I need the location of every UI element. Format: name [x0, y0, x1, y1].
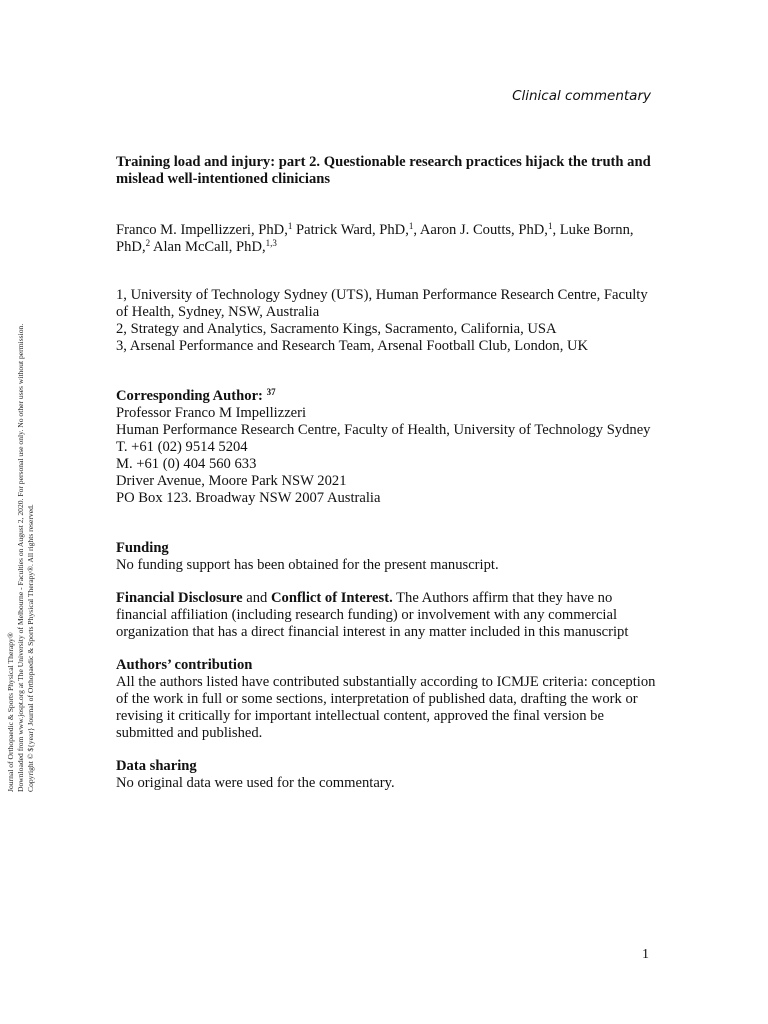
- data-sharing-text: No original data were used for the commentary.: [116, 775, 395, 791]
- copyright-sidebar: [6, 262, 50, 792]
- corresponding-heading: Corresponding Author:: [116, 388, 263, 404]
- sidebar-text-block: [6, 262, 50, 792]
- author-affiliation-sup: 1,3: [265, 238, 277, 248]
- manuscript-body: [116, 154, 656, 792]
- data-sharing-heading: Data sharing: [116, 758, 197, 774]
- disclosure-joiner: and: [242, 590, 271, 606]
- author-list: [116, 222, 656, 256]
- author-coutts: , Aaron J. Coutts, PhD,: [413, 222, 548, 238]
- corresponding-institution: Human Performance Research Centre, Faculty of Health, University of Technology Sydney: [116, 422, 651, 438]
- author-affiliation-sup: 2: [145, 238, 151, 248]
- article-title: Training load and injury: part 2. Questionable research practices hijack the truth and mislead well-intentioned clinicians: [116, 154, 651, 187]
- author-bornn: , Luke Bornn, PhD,: [116, 222, 634, 255]
- financial-disclosure-heading: Financial Disclosure: [116, 590, 243, 606]
- author-ward: Patrick Ward, PhD,: [292, 222, 409, 238]
- affiliation-3: 3, Arsenal Performance and Research Team, Arsenal Football Club, London, UK: [116, 338, 589, 354]
- sidebar-copyright-line: Copyright © ${year} Journal of Orthopaedic & Sports Physical Therapy®. All rights reserved.: [25, 504, 35, 792]
- author-affiliation-sup: 1: [547, 221, 553, 231]
- author-mccall: Alan McCall, PhD,: [150, 239, 266, 255]
- author-impellizzeri: Franco M. Impellizzeri, PhD,: [116, 222, 288, 238]
- page-number: 1: [642, 947, 649, 962]
- corresponding-street: Driver Avenue, Moore Park NSW 2021: [116, 473, 347, 489]
- disclosure-section: [116, 590, 656, 641]
- sidebar-journal-line: Journal of Orthopaedic & Sports Physical Therapy®: [6, 632, 15, 792]
- funding-text: No funding support has been obtained for the present manuscript.: [116, 557, 499, 573]
- funding-section: [116, 540, 656, 574]
- corresponding-pobox: PO Box 123. Broadway NSW 2007 Australia: [116, 490, 381, 506]
- corresponding-heading-sup: 37: [266, 387, 276, 397]
- author-contribution-section: [116, 657, 656, 742]
- article-type-label: Clinical commentary: [512, 88, 651, 104]
- affiliations: [116, 287, 656, 355]
- author-affiliation-sup: 1: [408, 221, 414, 231]
- contribution-text: All the authors listed have contributed substantially according to ICMJE criteria: conception of the work in full or some sections, interpretation of published data, drafting the work or revising it critically for important intellectual content, approved the final version be submitted and published.: [116, 674, 656, 741]
- sidebar-download-line: Downloaded from www.jospt.org at The University of Melbourne - Faculties on August 2, 2020. For personal use only. No other uses without permission.: [15, 323, 25, 792]
- disclosure-text: The Authors affirm that they have no financial affiliation (including research funding) or involvement with any commercial organization that has a direct financial interest in any matter included in this manuscript: [116, 590, 629, 640]
- corresponding-heading-line: [116, 388, 656, 405]
- funding-heading: Funding: [116, 540, 169, 556]
- author-affiliation-sup: 1: [287, 221, 293, 231]
- corresponding-mobile: M. +61 (0) 404 560 633: [116, 456, 257, 472]
- conflict-of-interest-heading: Conflict of Interest.: [271, 590, 393, 606]
- contribution-heading: Authors’ contribution: [116, 657, 253, 673]
- corresponding-author-section: [116, 388, 656, 507]
- affiliation-1: 1, University of Technology Sydney (UTS), Human Performance Research Centre, Faculty of Health, Sydney, NSW, Australia: [116, 287, 648, 320]
- corresponding-phone: T. +61 (02) 9514 5204: [116, 439, 248, 455]
- corresponding-name: Professor Franco M Impellizzeri: [116, 405, 307, 421]
- affiliation-2: 2, Strategy and Analytics, Sacramento Kings, Sacramento, California, USA: [116, 321, 557, 337]
- data-sharing-section: [116, 758, 656, 792]
